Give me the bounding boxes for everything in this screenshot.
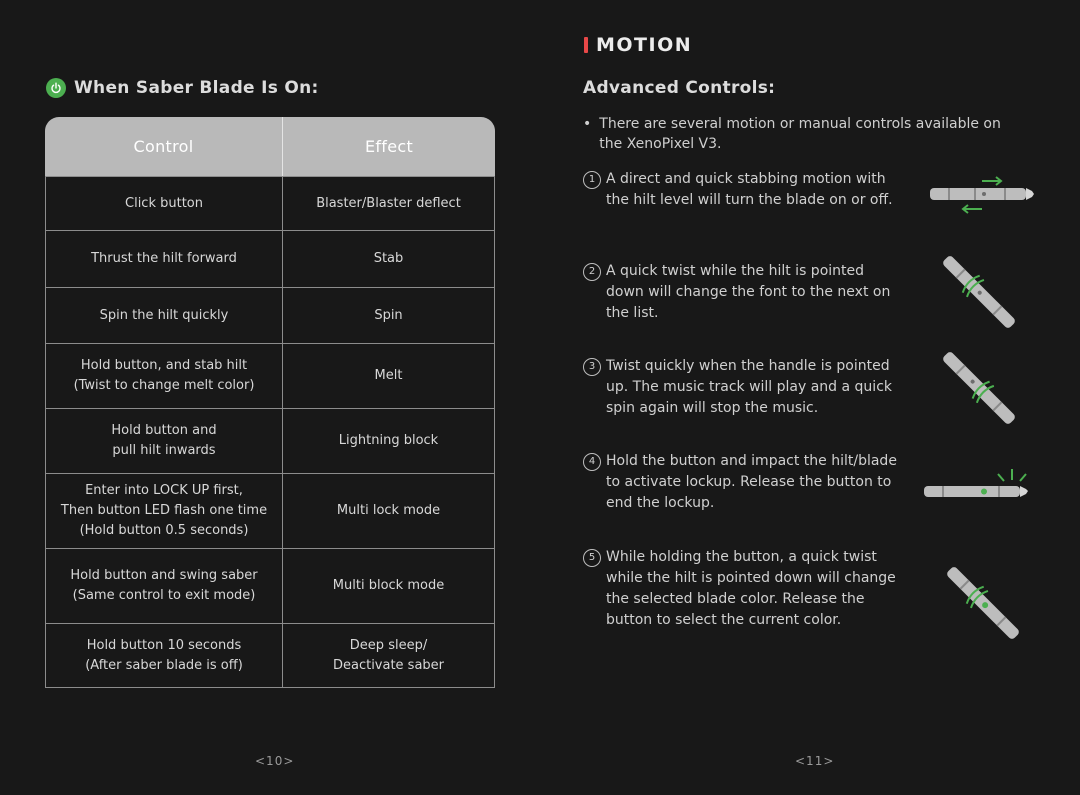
page-number-left: <10>	[255, 754, 295, 768]
step-text: Hold the button and impact the hilt/blade to activate lockup. Release the button to end the lockup.	[606, 453, 897, 511]
page-number-right: <11>	[795, 754, 835, 768]
step-text: Twist quickly when the handle is pointed up. The music track will play and a quick spin again will stop the music.	[606, 358, 893, 416]
effect-cell: Multi block mode	[283, 549, 495, 624]
step-3	[583, 356, 903, 419]
step-text: A direct and quick stabbing motion with the hilt level will turn the blade on or off.	[606, 171, 893, 208]
control-cell: Hold button and pull hilt inwards	[45, 409, 283, 474]
step-5	[583, 547, 903, 631]
effect-cell: Melt	[283, 344, 495, 409]
saber-lockup-icon	[920, 464, 1035, 508]
control-cell: Enter into LOCK UP first, Then button LED flash one time (Hold button 0.5 seconds)	[45, 474, 283, 549]
intro-bullet	[583, 114, 1023, 154]
blade-on-heading	[46, 78, 319, 98]
table-row	[45, 624, 495, 688]
step-text: A quick twist while the hilt is pointed down will change the font to the next on the list.	[606, 263, 891, 321]
saber-twist-up-icon	[934, 344, 1024, 432]
section-heading	[584, 34, 692, 56]
step-number: 3	[583, 358, 601, 376]
step-1	[583, 169, 903, 211]
table-row	[45, 231, 495, 288]
table-row	[45, 474, 495, 549]
saber-twist-down-icon	[934, 248, 1024, 336]
effect-cell: Stab	[283, 231, 495, 288]
step-text: While holding the button, a quick twist while the hilt is pointed down will change the selected blade color. Release the button to select the current color.	[606, 549, 896, 628]
power-icon	[46, 78, 66, 98]
header-control: Control	[45, 117, 283, 176]
saber-color-twist-icon	[938, 558, 1028, 648]
table-row	[45, 549, 495, 624]
step-4	[583, 451, 903, 514]
table-row	[45, 409, 495, 474]
table-row	[45, 344, 495, 409]
header-effect: Effect	[283, 117, 495, 176]
effect-cell: Deep sleep/ Deactivate saber	[283, 624, 495, 688]
control-cell: Click button	[45, 176, 283, 231]
effect-cell: Multi lock mode	[283, 474, 495, 549]
step-2	[583, 261, 903, 324]
advanced-controls-title: Advanced Controls:	[583, 78, 776, 98]
controls-table	[45, 117, 495, 688]
effect-cell: Blaster/Blaster deflect	[283, 176, 495, 231]
intro-text: There are several motion or manual controls available on the XenoPixel V3.	[599, 116, 1001, 152]
blade-on-title: When Saber Blade Is On:	[74, 78, 319, 98]
control-cell: Hold button 10 seconds (After saber blade is off)	[45, 624, 283, 688]
bullet-dot: •	[583, 116, 592, 132]
effect-cell: Lightning block	[283, 409, 495, 474]
step-number: 1	[583, 171, 601, 189]
table-row	[45, 176, 495, 231]
saber-stab-icon	[924, 172, 1039, 216]
control-cell: Hold button and swing saber (Same control to exit mode)	[45, 549, 283, 624]
section-marker	[584, 37, 588, 53]
step-number: 4	[583, 453, 601, 471]
control-cell: Thrust the hilt forward	[45, 231, 283, 288]
step-number: 5	[583, 549, 601, 567]
section-title: MOTION	[596, 34, 693, 56]
effect-cell: Spin	[283, 288, 495, 344]
table-row	[45, 288, 495, 344]
control-cell: Spin the hilt quickly	[45, 288, 283, 344]
step-number: 2	[583, 263, 601, 281]
control-cell: Hold button, and stab hilt (Twist to change melt color)	[45, 344, 283, 409]
